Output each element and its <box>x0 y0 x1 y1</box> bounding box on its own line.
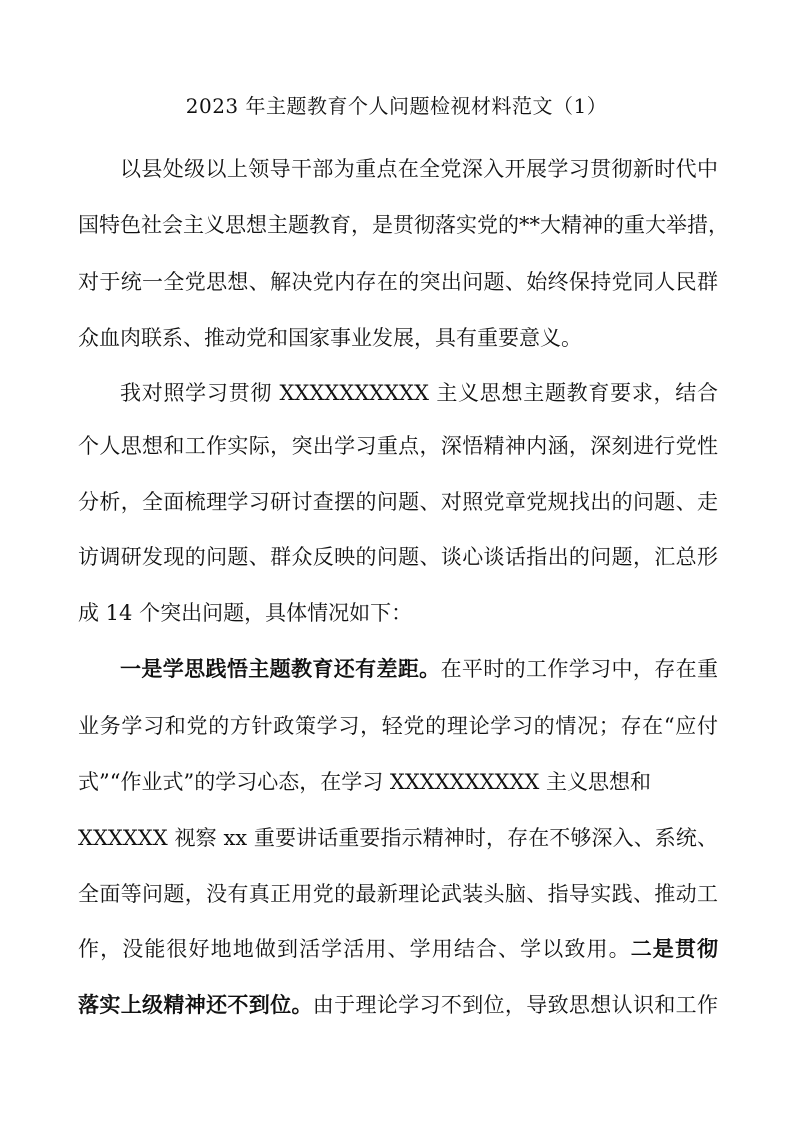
section-heading: 落实上级精神还不到位。 <box>78 992 313 1017</box>
paragraph-line: 全面等问题，没有真正用党的最新理论武装头脑、指导实践、推动工 <box>78 882 718 906</box>
paragraph-line <box>78 989 718 1021</box>
section-heading: 二是贯彻 <box>630 936 719 961</box>
paragraph-line: 成 14 个突出问题，具体情况如下： <box>78 601 413 625</box>
paragraph-line: XXXXXX 视察 xx 重要讲话重要指示精神时，存在不够深入、系统、 <box>78 826 718 850</box>
section-heading: 一是学思践悟主题教育还有差距。 <box>120 656 441 681</box>
paragraph-line: 业务学习和党的方针政策学习，轻党的理论学习的情况；存在“应付 <box>78 714 718 738</box>
document-title: 2023 年主题教育个人问题检视材料范文（1） <box>185 94 608 118</box>
paragraph-line <box>120 653 718 685</box>
paragraph-text: 在平时的工作学习中，存在重 <box>440 657 719 681</box>
paragraph-line: 众血肉联系、推动党和国家事业发展，具有重要意义。 <box>78 326 582 350</box>
paragraph-line: 式”“作业式”的学习心态，在学习 XXXXXXXXXX 主义思想和 <box>78 770 652 794</box>
paragraph-line <box>78 933 718 965</box>
paragraph-line: 个人思想和工作实际，突出学习重点，深悟精神内涵，深刻进行党性 <box>78 434 718 458</box>
paragraph-line: 分析，全面梳理学习研讨查摆的问题、对照党章党规找出的问题、走 <box>78 490 718 514</box>
paragraph-text: 作，没能很好地地做到活学活用、学用结合、学以致用。 <box>78 937 631 961</box>
paragraph-line: 对于统一全党思想、解决党内存在的突出问题、始终保持党同人民群 <box>78 270 718 294</box>
paragraph-line: 以县处级以上领导干部为重点在全党深入开展学习贯彻新时代中 <box>120 157 718 181</box>
paragraph-line: 访调研发现的问题、群众反映的问题、谈心谈话指出的问题，汇总形 <box>78 545 718 569</box>
paragraph-line: 国特色社会主义思想主题教育，是贯彻落实党的**大精神的重大举措， <box>78 213 729 237</box>
paragraph-line: 我对照学习贯彻 XXXXXXXXXX 主义思想主题教育要求，结合 <box>120 381 718 405</box>
paragraph-text: 由于理论学习不到位，导致思想认识和工作 <box>312 993 719 1017</box>
